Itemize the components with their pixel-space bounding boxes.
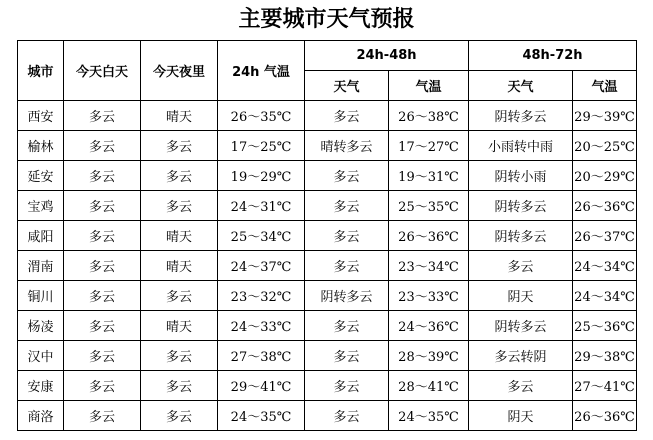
temp-48h-cell: 19～31℃	[389, 161, 469, 191]
temp-72h-cell: 27～41℃	[573, 371, 637, 401]
city-cell: 延安	[18, 161, 64, 191]
today-night-cell: 晴天	[141, 311, 218, 341]
today-day-cell: 多云	[64, 131, 141, 161]
weather-72h-cell: 阴转小雨	[469, 161, 573, 191]
today-night-cell: 晴天	[141, 251, 218, 281]
today-night-cell: 多云	[141, 281, 218, 311]
city-cell: 汉中	[18, 341, 64, 371]
weather-72h-cell: 多云	[469, 371, 573, 401]
temp-48h-cell: 24～35℃	[389, 401, 469, 431]
temp-48h-cell: 24～36℃	[389, 311, 469, 341]
weather-48h-cell: 多云	[305, 221, 389, 251]
today-day-cell: 多云	[64, 191, 141, 221]
weather-48h-cell: 多云	[305, 251, 389, 281]
weather-72h-cell: 阴转多云	[469, 311, 573, 341]
weather-48h-cell: 多云	[305, 341, 389, 371]
today-day-cell: 多云	[64, 311, 141, 341]
temp-72h-cell: 26～36℃	[573, 401, 637, 431]
temp-48h-cell: 23～33℃	[389, 281, 469, 311]
header-group-48h-72h: 48h-72h	[469, 41, 637, 71]
weather-72h-cell: 阴天	[469, 281, 573, 311]
temp-72h-cell: 26～37℃	[573, 221, 637, 251]
temp-24h-cell: 24～37℃	[218, 251, 305, 281]
temp-24h-cell: 24～35℃	[218, 401, 305, 431]
today-day-cell: 多云	[64, 341, 141, 371]
temp-48h-cell: 26～36℃	[389, 221, 469, 251]
today-day-cell: 多云	[64, 251, 141, 281]
today-day-cell: 多云	[64, 281, 141, 311]
table-row	[18, 281, 637, 311]
table-row	[18, 161, 637, 191]
temp-48h-cell: 25～35℃	[389, 191, 469, 221]
temp-48h-cell: 23～34℃	[389, 251, 469, 281]
weather-forecast-table	[17, 40, 637, 431]
temp-24h-cell: 24～33℃	[218, 311, 305, 341]
city-cell: 宝鸡	[18, 191, 64, 221]
today-night-cell: 多云	[141, 341, 218, 371]
city-cell: 咸阳	[18, 221, 64, 251]
today-day-cell: 多云	[64, 101, 141, 131]
temp-24h-cell: 17～25℃	[218, 131, 305, 161]
header-temp-48h: 气温	[389, 71, 469, 101]
today-night-cell: 多云	[141, 401, 218, 431]
temp-24h-cell: 29～41℃	[218, 371, 305, 401]
header-temp-24h: 24h 气温	[218, 41, 305, 101]
table-row	[18, 251, 637, 281]
weather-72h-cell: 小雨转中雨	[469, 131, 573, 161]
temp-72h-cell: 25～36℃	[573, 311, 637, 341]
today-day-cell: 多云	[64, 161, 141, 191]
weather-72h-cell: 阴转多云	[469, 101, 573, 131]
temp-24h-cell: 25～34℃	[218, 221, 305, 251]
weather-72h-cell: 阴转多云	[469, 221, 573, 251]
temp-72h-cell: 24～34℃	[573, 251, 637, 281]
today-night-cell: 多云	[141, 131, 218, 161]
today-day-cell: 多云	[64, 401, 141, 431]
weather-48h-cell: 多云	[305, 191, 389, 221]
weather-48h-cell: 晴转多云	[305, 131, 389, 161]
weather-48h-cell: 阴转多云	[305, 281, 389, 311]
temp-48h-cell: 26～38℃	[389, 101, 469, 131]
temp-72h-cell: 20～29℃	[573, 161, 637, 191]
temp-48h-cell: 28～39℃	[389, 341, 469, 371]
weather-48h-cell: 多云	[305, 401, 389, 431]
city-cell: 铜川	[18, 281, 64, 311]
weather-48h-cell: 多云	[305, 371, 389, 401]
table-row	[18, 401, 637, 431]
weather-48h-cell: 多云	[305, 311, 389, 341]
today-day-cell: 多云	[64, 221, 141, 251]
city-cell: 榆林	[18, 131, 64, 161]
temp-72h-cell: 20～25℃	[573, 131, 637, 161]
header-city: 城市	[18, 41, 64, 101]
table-row	[18, 311, 637, 341]
today-night-cell: 多云	[141, 161, 218, 191]
today-day-cell: 多云	[64, 371, 141, 401]
table-row	[18, 191, 637, 221]
temp-24h-cell: 24～31℃	[218, 191, 305, 221]
table-row	[18, 221, 637, 251]
weather-72h-cell: 多云	[469, 251, 573, 281]
today-night-cell: 晴天	[141, 101, 218, 131]
temp-72h-cell: 29～38℃	[573, 341, 637, 371]
temp-72h-cell: 26～36℃	[573, 191, 637, 221]
table-row	[18, 341, 637, 371]
city-cell: 西安	[18, 101, 64, 131]
today-night-cell: 多云	[141, 191, 218, 221]
temp-24h-cell: 19～29℃	[218, 161, 305, 191]
header-temp-72h: 气温	[573, 71, 637, 101]
weather-72h-cell: 阴天	[469, 401, 573, 431]
temp-48h-cell: 28～41℃	[389, 371, 469, 401]
weather-72h-cell: 阴转多云	[469, 191, 573, 221]
temp-24h-cell: 26～35℃	[218, 101, 305, 131]
city-cell: 杨凌	[18, 311, 64, 341]
header-weather-48h: 天气	[305, 71, 389, 101]
header-weather-72h: 天气	[469, 71, 573, 101]
header-today-day: 今天白天	[64, 41, 141, 101]
table-row	[18, 371, 637, 401]
temp-48h-cell: 17～27℃	[389, 131, 469, 161]
weather-48h-cell: 多云	[305, 161, 389, 191]
city-cell: 渭南	[18, 251, 64, 281]
table-row	[18, 131, 637, 161]
temp-72h-cell: 24～34℃	[573, 281, 637, 311]
today-night-cell: 多云	[141, 371, 218, 401]
city-cell: 商洛	[18, 401, 64, 431]
temp-24h-cell: 27～38℃	[218, 341, 305, 371]
page-title: 主要城市天气预报	[238, 7, 415, 32]
table-row	[18, 101, 637, 131]
weather-48h-cell: 多云	[305, 101, 389, 131]
temp-72h-cell: 29～39℃	[573, 101, 637, 131]
header-today-night: 今天夜里	[141, 41, 218, 101]
temp-24h-cell: 23～32℃	[218, 281, 305, 311]
weather-72h-cell: 多云转阴	[469, 341, 573, 371]
city-cell: 安康	[18, 371, 64, 401]
header-group-24h-48h: 24h-48h	[305, 41, 469, 71]
today-night-cell: 晴天	[141, 221, 218, 251]
